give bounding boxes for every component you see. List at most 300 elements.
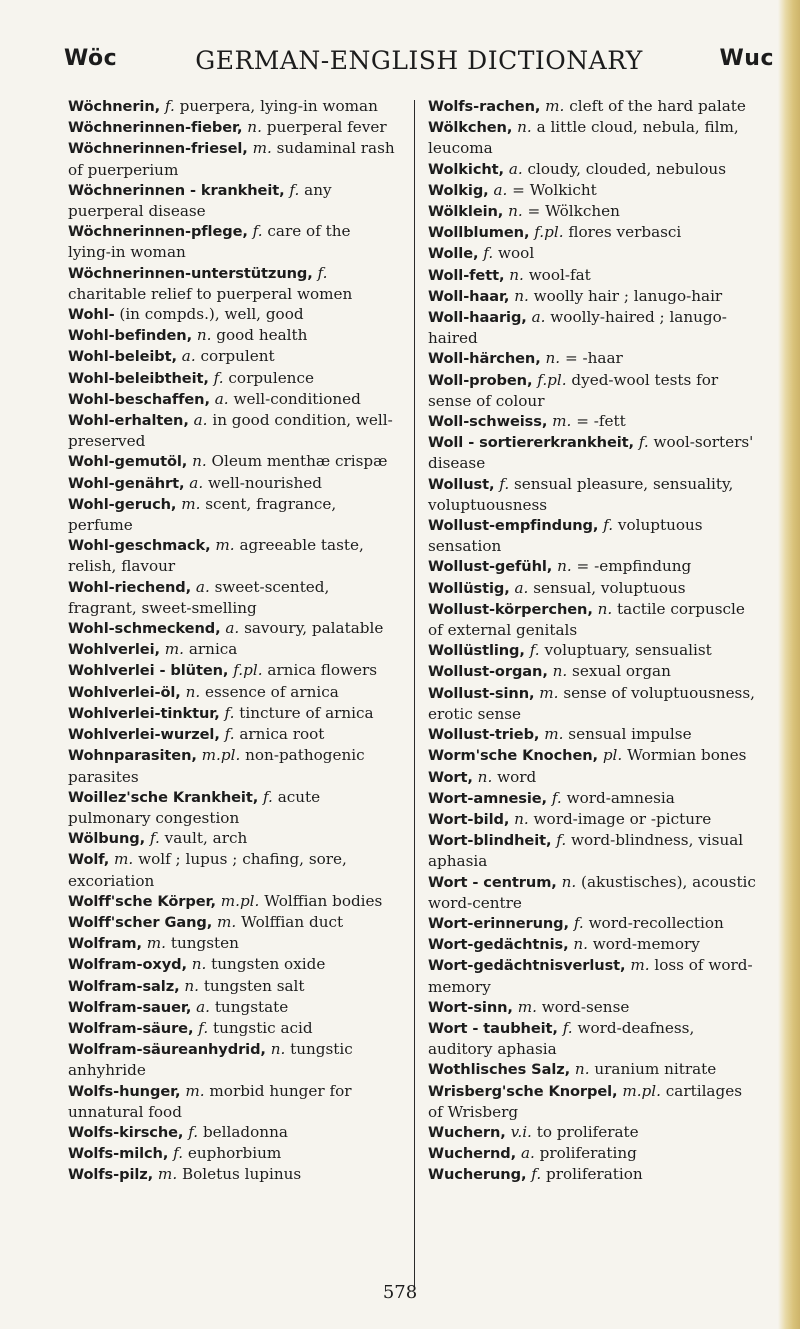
headword: Wort-gedächtnis, xyxy=(428,936,569,954)
grammar-label: m. xyxy=(517,997,537,1016)
dictionary-entry xyxy=(428,348,758,369)
definition: puerperal fever xyxy=(266,118,387,137)
grammar-label: f. xyxy=(483,244,494,263)
grammar-label: a. xyxy=(514,578,529,597)
header-left-guide-word: Wöc xyxy=(64,46,118,71)
dictionary-entry xyxy=(428,1122,758,1143)
dictionary-entry xyxy=(428,96,758,117)
headword: Worm'sche Knochen, xyxy=(428,747,598,765)
headword: Wohl-schmeckend, xyxy=(68,620,221,638)
definition: Wolffian duct xyxy=(241,912,344,931)
grammar-label: m.pl. xyxy=(220,891,260,910)
headword: Wuchernd, xyxy=(428,1145,517,1163)
headword: Wollust-organ, xyxy=(428,663,548,681)
grammar-label: n. xyxy=(557,557,572,576)
dictionary-entry xyxy=(68,1081,398,1122)
definition: belladonna xyxy=(202,1122,288,1141)
headword: Woillez'sche Krankheit, xyxy=(68,788,259,806)
grammar-label: f. xyxy=(213,368,224,387)
grammar-label: f. xyxy=(551,788,562,807)
grammar-label: m. xyxy=(146,934,167,953)
grammar-label: n. xyxy=(508,202,523,221)
grammar-label: m.pl. xyxy=(622,1081,661,1100)
headword: Woll-schweiss, xyxy=(428,413,548,431)
headword: Woll-härchen, xyxy=(428,350,541,368)
page-number: 578 xyxy=(382,1282,418,1303)
dictionary-entry xyxy=(428,1059,758,1080)
definition: word xyxy=(497,767,537,786)
grammar-label: a. xyxy=(189,473,204,492)
headword: Wolfram-oxyd, xyxy=(68,956,187,974)
headword: Wolfs-hunger, xyxy=(68,1082,181,1100)
definition: well-nourished xyxy=(208,473,322,492)
dictionary-entry xyxy=(68,1164,398,1185)
headword: Wohnparasiten, xyxy=(68,747,197,765)
dictionary-entry xyxy=(428,683,758,724)
definition: savoury, palatable xyxy=(244,619,384,638)
dictionary-entry xyxy=(428,515,758,556)
headword: Wohl-beschaffen, xyxy=(68,390,210,408)
definition: woolly-haired ; lanugo-haired xyxy=(428,308,727,348)
definition: = Wolkicht xyxy=(512,180,597,199)
definition: charitable relief to puerperal women xyxy=(68,284,353,303)
dictionary-entry xyxy=(68,639,398,660)
dictionary-entry xyxy=(428,117,758,158)
dictionary-entry xyxy=(428,1143,758,1164)
definition: cloudy, clouded, nebulous xyxy=(527,159,726,178)
grammar-label: a. xyxy=(225,619,240,638)
definition: wool xyxy=(498,244,535,263)
headword: Wohl-gemutöl, xyxy=(68,453,188,471)
definition: good health xyxy=(216,326,308,345)
dictionary-entry xyxy=(428,640,758,661)
grammar-label: f.pl. xyxy=(233,661,263,680)
dictionary-entry xyxy=(428,370,758,411)
headword: Wöchnerinnen-unterstützung, xyxy=(68,264,313,282)
definition: wolf ; lupus ; chafing, sore, excoriation xyxy=(68,850,347,890)
dictionary-entry xyxy=(428,1018,758,1059)
headword: Wöchnerinnen - krankheit, xyxy=(68,181,285,199)
dictionary-entry xyxy=(68,325,398,346)
definition: well-conditioned xyxy=(233,389,361,408)
dictionary-entry xyxy=(68,849,398,890)
headword: Wohl-erhalten, xyxy=(68,412,189,430)
dictionary-entry xyxy=(68,263,398,304)
grammar-label: a. xyxy=(196,997,210,1016)
headword: Wolfram-sauer, xyxy=(68,998,192,1016)
dictionary-entry xyxy=(68,787,398,828)
definition: Wormian bones xyxy=(627,746,747,765)
grammar-label: m. xyxy=(539,683,559,702)
dictionary-entry xyxy=(428,578,758,599)
headword: Wucherung, xyxy=(428,1166,527,1184)
definition: = -fett xyxy=(576,412,626,431)
headword: Wollüstig, xyxy=(428,579,510,597)
definition: sexual organ xyxy=(572,662,671,681)
definition: tungstic anhyhride xyxy=(68,1040,353,1080)
headword: Wöchnerinnen-friesel, xyxy=(68,140,248,158)
definition: = -empfindung xyxy=(576,557,692,576)
grammar-label: f. xyxy=(173,1144,184,1163)
definition: arnica root xyxy=(239,725,325,744)
grammar-label: n. xyxy=(192,452,207,471)
headword: Wohl-genährt, xyxy=(68,474,185,492)
definition: non-pathogenic parasites xyxy=(68,746,365,786)
definition: uranium nitrate xyxy=(594,1060,717,1079)
grammar-label: n. xyxy=(247,118,262,137)
headword: Wolf, xyxy=(68,851,110,869)
headword: Wort-blindheit, xyxy=(428,832,552,850)
headword: Wohlverlei-wurzel, xyxy=(68,726,220,744)
definition: word-sense xyxy=(541,997,630,1016)
headword: Wolfram-salz, xyxy=(68,977,180,995)
dictionary-entry xyxy=(428,1164,758,1185)
definition: euphorbium xyxy=(187,1144,282,1163)
definition: word-blindness, visual aphasia xyxy=(428,831,744,871)
definition: corpulence xyxy=(228,368,314,387)
headword: Wothlisches Salz, xyxy=(428,1061,571,1079)
headword: Wolff'scher Gang, xyxy=(68,913,213,931)
headword: Wolff'sche Körper, xyxy=(68,892,216,910)
right-column xyxy=(428,96,758,1186)
headword: Wohlverlei, xyxy=(68,641,160,659)
definition: sudaminal rash of puerperium xyxy=(68,139,395,179)
definition: = Wölkchen xyxy=(527,202,620,221)
definition: (akustisches), acoustic word-centre xyxy=(428,872,756,912)
headword: Wohl-befinden, xyxy=(68,327,193,345)
grammar-label: m. xyxy=(630,956,650,975)
headword: Woll-haar, xyxy=(428,287,510,305)
headword: Wort-sinn, xyxy=(428,998,513,1016)
headword: Wohlverlei-tinktur, xyxy=(68,704,220,722)
definition: acute pulmonary congestion xyxy=(68,787,321,827)
definition: tungstate xyxy=(214,997,289,1016)
dictionary-entry xyxy=(68,682,398,703)
headword: Wolkicht, xyxy=(428,160,504,178)
headword: Wollüstling, xyxy=(428,642,525,660)
grammar-label: f. xyxy=(556,831,567,850)
grammar-label: n. xyxy=(196,326,212,345)
grammar-label: m. xyxy=(252,139,272,158)
headword: Wohl- xyxy=(68,306,115,324)
headword: Wollust-trieb, xyxy=(428,726,540,744)
grammar-label: m. xyxy=(544,725,564,744)
grammar-label: n. xyxy=(191,955,207,974)
left-column xyxy=(68,96,398,1186)
definition: tactile corpuscle of external genitals xyxy=(428,599,745,640)
grammar-label: m. xyxy=(545,97,565,115)
grammar-label: m. xyxy=(157,1165,178,1184)
definition: a little cloud, nebula, film, leucoma xyxy=(428,118,739,158)
grammar-label: f. xyxy=(164,97,175,115)
definition: in good condition, well-preserved xyxy=(68,411,393,451)
page-edge xyxy=(778,0,800,1329)
grammar-label: f. xyxy=(224,725,235,744)
headword: Wolfs-kirsche, xyxy=(68,1123,184,1141)
headword: Wollust-körperchen, xyxy=(428,600,593,618)
dictionary-entry xyxy=(428,599,758,640)
dictionary-entry xyxy=(428,955,758,996)
headword: Wort-erinnerung, xyxy=(428,914,569,932)
definition: tungsten oxide xyxy=(211,955,326,974)
dictionary-entry xyxy=(428,872,758,913)
dictionary-entry xyxy=(428,913,758,934)
grammar-label: a. xyxy=(193,411,208,430)
definition: any puerperal disease xyxy=(68,180,332,221)
headword: Wohl-beleibt, xyxy=(68,348,177,366)
headword: Wort-bild, xyxy=(428,810,510,828)
definition: = -haar xyxy=(564,349,623,368)
grammar-label: m. xyxy=(215,536,235,555)
grammar-label: f. xyxy=(529,641,540,660)
grammar-label: n. xyxy=(517,118,532,137)
definition: vault, arch xyxy=(164,829,248,848)
grammar-label: f. xyxy=(499,474,510,493)
grammar-label: f. xyxy=(252,222,263,241)
grammar-label: n. xyxy=(561,872,577,891)
definition: word-recollection xyxy=(588,913,724,932)
dictionary-entry xyxy=(68,473,398,494)
headword: Woll-fett, xyxy=(428,266,505,284)
definition: Oleum menthæ crispæ xyxy=(211,452,388,471)
definition: flores verbasci xyxy=(568,223,682,242)
grammar-label: f.pl. xyxy=(534,223,564,242)
dictionary-entry xyxy=(428,265,758,286)
grammar-label: m. xyxy=(552,412,572,431)
headword: Wohl-beleibtheit, xyxy=(68,369,209,387)
dictionary-entry xyxy=(68,828,398,849)
dictionary-entry xyxy=(68,618,398,639)
headword: Woll - sortiererkrankheit, xyxy=(428,434,634,452)
headword: Wollblumen, xyxy=(428,224,530,242)
dictionary-entry xyxy=(68,1039,398,1080)
grammar-label: a. xyxy=(214,389,229,408)
headword: Wölkchen, xyxy=(428,119,513,137)
dictionary-entry xyxy=(68,954,398,975)
definition: essence of arnica xyxy=(205,682,339,701)
dictionary-entry xyxy=(68,138,398,179)
definition: care of the lying-in woman xyxy=(68,222,351,262)
grammar-label: f. xyxy=(149,829,160,848)
grammar-label: n. xyxy=(477,767,493,786)
dictionary-entry xyxy=(428,934,758,955)
dictionary-entry xyxy=(68,1018,398,1039)
dictionary-entry xyxy=(68,745,398,786)
headword: Wort-gedächtnisverlust, xyxy=(428,957,626,975)
grammar-label: f. xyxy=(188,1122,199,1141)
grammar-label: n. xyxy=(574,1060,590,1079)
headword: Wollust-sinn, xyxy=(428,684,535,702)
column-divider xyxy=(414,100,415,1288)
definition: Boletus lupinus xyxy=(181,1165,302,1184)
definition: sensual, voluptuous xyxy=(533,578,686,597)
grammar-label: n. xyxy=(552,662,568,681)
grammar-label: m. xyxy=(164,640,185,659)
grammar-label: n. xyxy=(514,809,529,828)
definition: morbid hunger for unnatural food xyxy=(68,1081,352,1121)
definition: proliferating xyxy=(539,1144,637,1163)
dictionary-entry xyxy=(428,180,758,201)
grammar-label: a. xyxy=(181,347,196,366)
grammar-label: m. xyxy=(114,850,134,869)
definition: loss of word-memory xyxy=(428,956,753,996)
grammar-label: f.pl. xyxy=(537,370,567,389)
headword: Wohl-geruch, xyxy=(68,495,177,513)
grammar-label: n. xyxy=(185,682,201,701)
grammar-label: f. xyxy=(198,1018,209,1037)
dictionary-entry xyxy=(68,389,398,410)
headword: Wollust-gefühl, xyxy=(428,558,553,576)
dictionary-entry xyxy=(428,767,758,788)
grammar-label: n. xyxy=(514,286,529,305)
dictionary-entry xyxy=(428,997,758,1018)
dictionary-entry xyxy=(428,243,758,264)
grammar-label: n. xyxy=(545,349,561,368)
definition: sense of voluptuousness, erotic sense xyxy=(428,683,755,723)
definition: word-image or -picture xyxy=(533,809,712,828)
dictionary-entry xyxy=(68,346,398,367)
headword: Wollust-empfindung, xyxy=(428,517,599,535)
headword: Wohl-riechend, xyxy=(68,578,192,596)
grammar-label: n. xyxy=(270,1040,286,1059)
headword: Wölbung, xyxy=(68,830,146,848)
grammar-label: m. xyxy=(185,1081,205,1100)
grammar-label: a. xyxy=(520,1144,535,1163)
dictionary-entry xyxy=(68,368,398,389)
dictionary-entry xyxy=(68,891,398,912)
definition: sweet-scented, fragrant, sweet-smelling xyxy=(68,577,330,617)
grammar-label: a. xyxy=(493,180,508,199)
grammar-label: n. xyxy=(184,976,199,995)
dictionary-entry xyxy=(68,117,398,138)
dictionary-entry xyxy=(68,304,398,325)
dictionary-entry xyxy=(428,661,758,682)
grammar-label: f. xyxy=(638,433,649,452)
grammar-label: m. xyxy=(217,912,237,931)
grammar-label: v.i. xyxy=(510,1122,532,1141)
page-header xyxy=(64,46,774,82)
definition: word-memory xyxy=(592,935,700,954)
grammar-label: m. xyxy=(181,494,201,513)
grammar-label: n. xyxy=(597,599,613,618)
dictionary-entry xyxy=(428,286,758,307)
headword: Wort-amnesie, xyxy=(428,789,548,807)
headword: Wuchern, xyxy=(428,1123,506,1141)
headword: Wohlverlei - blüten, xyxy=(68,662,229,680)
dictionary-entry xyxy=(68,997,398,1018)
dictionary-entry xyxy=(68,660,398,681)
grammar-label: m.pl. xyxy=(201,746,241,765)
headword: Wolle, xyxy=(428,245,479,263)
dictionary-entry xyxy=(428,830,758,871)
dictionary-entry xyxy=(68,912,398,933)
dictionary-entry xyxy=(68,180,398,221)
dictionary-entry xyxy=(428,474,758,515)
headword: Wolfs-pilz, xyxy=(68,1166,154,1184)
definition: word-deafness, auditory aphasia xyxy=(428,1018,695,1059)
headword: Wöchnerinnen-fieber, xyxy=(68,119,243,137)
headword: Wolfram, xyxy=(68,935,142,953)
header-title: GERMAN-ENGLISH DICTIONARY xyxy=(195,46,643,75)
definition: tungstic acid xyxy=(213,1018,313,1037)
dictionary-entry xyxy=(68,494,398,535)
dictionary-entry xyxy=(428,222,758,243)
dictionary-entry xyxy=(68,976,398,997)
grammar-label: f. xyxy=(262,787,273,806)
dictionary-entry xyxy=(428,556,758,577)
dictionary-entry xyxy=(68,410,398,451)
grammar-label: f. xyxy=(317,263,328,282)
dictionary-entry xyxy=(68,221,398,262)
grammar-label: f. xyxy=(573,913,584,932)
dictionary-entry xyxy=(68,1122,398,1143)
grammar-label: f. xyxy=(562,1018,573,1037)
definition: tungsten salt xyxy=(203,976,305,995)
dictionary-entry xyxy=(428,411,758,432)
grammar-label: f. xyxy=(531,1165,542,1184)
dictionary-entry xyxy=(68,933,398,954)
definition: tincture of arnica xyxy=(239,703,374,722)
dictionary-entry xyxy=(428,788,758,809)
definition: voluptuous sensation xyxy=(428,516,703,556)
headword: Woll-proben, xyxy=(428,371,533,389)
headword: Woll-haarig, xyxy=(428,309,527,327)
grammar-label: a. xyxy=(195,577,210,596)
grammar-label: n. xyxy=(573,935,588,954)
dictionary-entry xyxy=(68,451,398,472)
headword: Wohlverlei-öl, xyxy=(68,683,181,701)
headword: Wort - taubheit, xyxy=(428,1019,558,1037)
definition: sensual impulse xyxy=(568,725,692,744)
definition: arnica flowers xyxy=(267,661,378,680)
grammar-label: a. xyxy=(508,159,523,178)
definition: to proliferate xyxy=(536,1122,639,1141)
definition: corpulent xyxy=(200,347,275,366)
grammar-label: n. xyxy=(509,265,524,284)
definition: woolly hair ; lanugo-hair xyxy=(533,286,723,305)
definition: Wolffian bodies xyxy=(264,891,383,910)
definition: dyed-wool tests for sense of colour xyxy=(428,370,719,410)
headword: Wort, xyxy=(428,768,473,786)
headword: Wöchnerin, xyxy=(68,98,161,115)
headword: Wolfram-säure, xyxy=(68,1019,194,1037)
headword: Wölklein, xyxy=(428,203,504,221)
grammar-label: a. xyxy=(531,308,546,327)
dictionary-entry xyxy=(68,703,398,724)
headword: Wolfram-säureanhydrid, xyxy=(68,1041,266,1059)
definition: agreeable taste, relish, flavour xyxy=(68,536,364,576)
grammar-label: pl. xyxy=(602,746,623,765)
definition: wool-fat xyxy=(528,265,591,284)
definition: sensual pleasure, sensuality, voluptuousness xyxy=(428,474,734,514)
headword: Wollust, xyxy=(428,475,495,493)
headword: Wort - centrum, xyxy=(428,873,557,891)
headword: Wolfs-rachen, xyxy=(428,98,541,115)
dictionary-entry xyxy=(428,1081,758,1122)
definition: puerpera, lying-in woman xyxy=(179,97,378,115)
dictionary-entry xyxy=(428,201,758,222)
definition: word-amnesia xyxy=(566,788,675,807)
definition: cartilages of Wrisberg xyxy=(428,1081,742,1121)
definition: scent, fragrance, perfume xyxy=(68,494,337,535)
dictionary-entry xyxy=(68,535,398,576)
grammar-label: f. xyxy=(603,516,614,535)
dictionary-entry xyxy=(428,307,758,348)
definition: wool-sorters' disease xyxy=(428,433,754,473)
definition: proliferation xyxy=(545,1165,643,1184)
dictionary-entry xyxy=(428,432,758,473)
grammar-label: f. xyxy=(289,180,300,199)
